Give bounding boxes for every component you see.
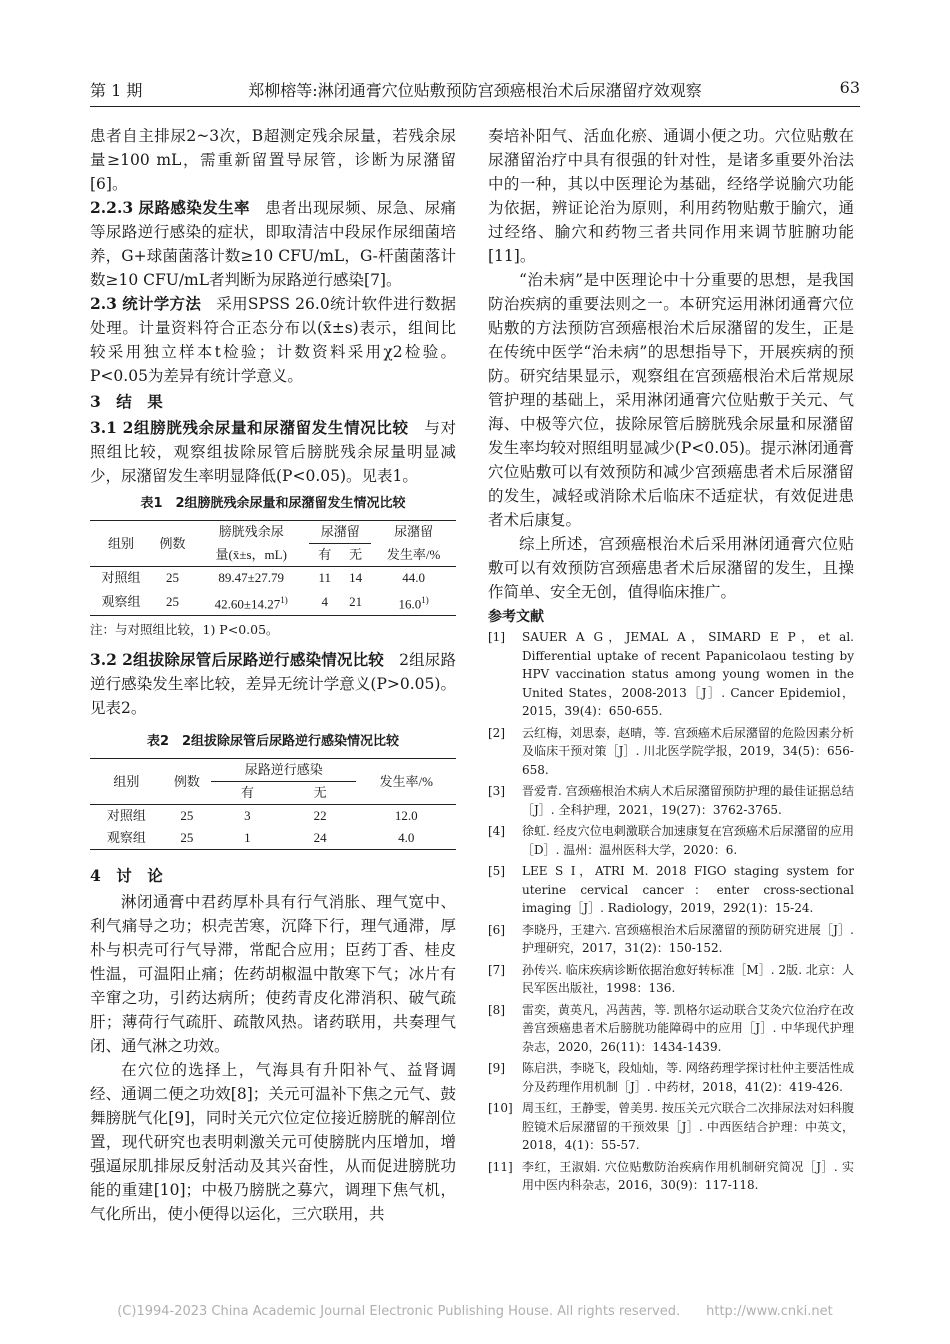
section-number: 3.1 <box>90 418 117 437</box>
cell-rate: 44.0 <box>371 567 456 590</box>
cell-yes: 4 <box>309 589 340 616</box>
section-heading: 2组拔除尿管后尿路逆行感染情况比较 <box>122 650 384 670</box>
section-text: 患者出现尿频、尿急、尿痛等尿路逆行感染的症状，即取清洁中段尿作尿细菌培养，G+球菌菌落计数≥10 CFU/mL，G-杆菌菌落计数≥10 CFU/mL者判断为尿路逆行感染[7]。 <box>90 199 456 289</box>
reference-item <box>488 822 854 859</box>
section-number: 3.2 <box>90 650 117 670</box>
cell-cases: 25 <box>152 589 193 616</box>
reference-text: LEE S I，ATRI M. 2018 FIGO staging system for uterine cervical cancer：enter cross-sectional imaging［J］. Radiology，2019，292(1)：15-24. <box>522 864 854 915</box>
col-rate: 尿潴留 <box>371 521 456 544</box>
section-3-heading: 3 结 果 <box>90 392 163 411</box>
reference-number: [1] <box>488 630 505 644</box>
col-rate-unit: 发生率/% <box>386 546 441 562</box>
cell-no: 24 <box>284 827 357 850</box>
reference-number: [10] <box>488 1101 513 1115</box>
left-column <box>90 124 456 1226</box>
cell-group: 观察组 <box>90 589 152 616</box>
reference-item <box>488 628 854 721</box>
reference-item <box>488 921 854 958</box>
cell-sup: 1) <box>280 595 288 605</box>
table-2 <box>90 758 456 850</box>
section-text: 与对照组比较，观察组拔除尿管后膀胱残余尿量明显减少，尿潴留发生率明显降低(P<0.05)。见表1。 <box>90 419 456 485</box>
cell-residual <box>193 589 309 616</box>
section-2-3 <box>90 292 456 388</box>
cell-rate: 12.0 <box>356 805 456 828</box>
cell-residual: 89.47±27.79 <box>193 567 309 590</box>
cell-rate: 4.0 <box>356 827 456 850</box>
right-column <box>488 124 854 1198</box>
section-4-heading: 4 讨 论 <box>90 866 163 886</box>
reference-item <box>488 1059 854 1096</box>
cell-value: 16.0 <box>398 596 422 612</box>
cell-no: 22 <box>284 805 357 828</box>
reference-text: 晋爱青. 宫颈癌根治术病人术后尿潴留预防护理的最佳证据总结［J］. 全科护理，2021，19(27)：3762-3765. <box>522 784 854 817</box>
cell-rate <box>371 589 456 616</box>
col-cases: 例数 <box>163 759 211 805</box>
reference-text: 徐虹. 经皮穴位电刺激联合加速康复在宫颈癌术后尿潴留的应用［D］. 温州：温州医科大学，2020：6. <box>522 824 854 857</box>
col-group: 组别 <box>90 521 152 567</box>
reference-number: [11] <box>488 1159 513 1174</box>
reference-item <box>488 961 854 998</box>
cell-group: 对照组 <box>90 805 163 828</box>
col-yes: 有 <box>240 785 254 801</box>
cell-yes: 3 <box>211 805 284 828</box>
reference-item <box>488 1001 854 1057</box>
section-heading: 2组膀胱残余尿量和尿潴留发生情况比较 <box>122 418 409 437</box>
reference-number: [8] <box>488 1002 505 1017</box>
reference-text: 李晓丹，王建六. 宫颈癌根治术后尿潴留的预防研究进展［J］. 护理研究，2017，31(2)：150-152. <box>522 922 854 955</box>
col-retention: 尿潴留 <box>309 521 371 544</box>
col-rate: 发生率/% <box>356 759 456 805</box>
discussion-paragraph: 在穴位的选择上，气海具有升阳补气、益肾调经、通调二便之功效[8]；关元可温补下焦之元气、鼓舞膀胱气化[9]，同时关元穴位定位接近膀胱的解剖位置，现代研究也表明刺激关元可使膀胱内压增加，增强逼尿肌排尿反射活动及其兴奋性，从而促进膀胱功能的重建[10]；中极乃膀胱之募穴，调理下焦气机，气化所出，使小便得以运化，三穴联用，共 <box>90 1061 456 1224</box>
col-group: 组别 <box>90 759 163 805</box>
reference-text: SAUER A G，JEMAL A，SIMARD E P，et al. Differential uptake of recent Papanicolaou testing by HPV vaccination status among young women in the United States，2008-2013［J］. Cancer Epidemiol，2015，39(4)：650-655. <box>522 630 854 718</box>
col-yes: 有 <box>318 547 332 562</box>
table-row <box>90 567 456 590</box>
cell-no: 21 <box>340 589 371 616</box>
reference-text: 雷奕，黄英凡，冯茜茜，等. 凯格尔运动联合艾灸穴位治疗在改善宫颈癌患者术后膀胱功能障碍中的应用［J］. 中华现代护理杂志，2020，26(11)：1434-1439. <box>522 1002 854 1054</box>
issue-number: 第 1 期 <box>90 81 143 100</box>
col-residual-unit: 量(x̄±s，mL) <box>215 546 287 562</box>
cell-group: 观察组 <box>90 827 163 850</box>
reference-number: [2] <box>488 725 505 740</box>
col-no: 无 <box>349 547 363 562</box>
cell-group: 对照组 <box>90 567 152 590</box>
reference-number: [6] <box>488 922 505 937</box>
reference-text: 李红，王淑娟. 穴位贴敷防治疾病作用机制研究简况［J］. 实用中医内科杂志，2016，30(9)：117-118. <box>522 1159 854 1192</box>
reference-number: [9] <box>488 1061 505 1075</box>
section-text: 2组尿路逆行感染发生率比较，差异无统计学意义(P>0.05)。见表2。 <box>90 651 456 718</box>
discussion-paragraph-continued: 奏培补阳气、活血化瘀、通调小便之功。穴位贴敷在尿潴留治疗中具有很强的针对性，是诸多重要外治法中的一种，其以中医理论为基础，经络学说腧穴功能为依据，辨证论治为原则，利用药物贴敷于腧穴，通过经络、腧穴和药物三者共同作用来调节脏腑功能[11]。 <box>488 127 854 265</box>
reference-text: 周玉红，王静雯，曾美男. 按压关元穴联合二次排尿法对妇科腹腔镜术后尿潴留的干预效果［J］. 中西医结合护理：中英文，2018，4(1)：55-57. <box>522 1101 854 1152</box>
page-number: 63 <box>839 78 860 97</box>
section-number: 2.3 <box>90 294 117 313</box>
col-no: 无 <box>313 785 327 801</box>
reference-item <box>488 724 854 780</box>
reference-item <box>488 862 854 918</box>
table-2-title: 表2 2组拔除尿管后尿路逆行感染情况比较 <box>146 734 400 750</box>
cell-no: 14 <box>340 567 371 590</box>
table-row <box>90 589 456 616</box>
reference-text: 陈启洪，李晓飞，段灿灿，等. 网络药理学探讨杜仲主要活性成分及药理作用机制［J］. 中药材，2018，41(2)：419-426. <box>522 1061 854 1094</box>
cell-cases: 25 <box>152 567 193 590</box>
section-number: 2.2.3 <box>90 198 134 217</box>
cell-value: 42.60±14.27 <box>214 596 281 612</box>
references-list <box>488 628 854 1195</box>
page-header <box>90 70 860 107</box>
reference-item <box>488 782 854 819</box>
col-residual: 膀胱残余尿 <box>193 521 309 544</box>
discussion-paragraph: 淋闭通膏中君药厚朴具有行气消胀、理气宽中、利气痛导之功；枳壳苦寒，沉降下行，理气通滞，厚朴与枳壳可行气导滞，常配合应用；臣药丁香、桂皮性温，可温阳止痛；佐药胡椒温中散寒下气；冰片有辛窜之功，引药达病所；使药青皮化滞消积、破气疏肝；薄荷行气疏肝、疏散风热。诸药联用，共奏理气闭、通气淋之功效。 <box>90 893 456 1056</box>
running-title: 郑柳榕等:淋闭通膏穴位贴敷预防宫颈癌根治术后尿潴留疗效观察 <box>248 81 702 100</box>
col-infection: 尿路逆行感染 <box>211 759 356 782</box>
section-3-1 <box>90 416 456 488</box>
reference-number: [7] <box>488 962 505 977</box>
table-1-note: 注：与对照组比较，1) P<0.05。 <box>90 622 279 638</box>
cell-yes: 1 <box>211 827 284 850</box>
copyright-footer: (C)1994-2023 China Academic Journal Electronic Publishing House. All rights reserved. http://www.cnki.net <box>117 1304 833 1319</box>
reference-text: 云红梅，刘思泰，赵晴，等. 宫颈癌术后尿潴留的危险因素分析及临床干预对策［J］. 川北医学院学报，2019，34(5)：656-658. <box>522 725 854 777</box>
conclusion-paragraph: 综上所述，宫颈癌根治术后采用淋闭通膏穴位贴敷可以有效预防宫颈癌患者术后尿潴留的发生，且操作简单、安全无创，值得临床推广。 <box>488 535 854 601</box>
reference-number: [4] <box>488 824 505 838</box>
table-row <box>90 805 456 828</box>
reference-item <box>488 1158 854 1195</box>
section-text: 采用SPSS 26.0统计软件进行数据处理。计量资料符合正态分布以(x̄±s)表示，组间比较采用独立样本t检验；计数资料采用χ2检验。P<0.05为差异有统计学意义。 <box>90 295 456 385</box>
table-1 <box>90 520 456 616</box>
paragraph-continued: 患者自主排尿2~3次，B超测定残余尿量，若残余尿量≥100 mL，需重新留置导尿管，诊断为尿潴留[6]。 <box>90 127 456 193</box>
section-heading: 统计学方法 <box>122 294 202 313</box>
reference-item <box>488 1099 854 1155</box>
cell-cases: 25 <box>163 827 211 850</box>
section-3-2 <box>90 648 456 720</box>
section-heading: 尿路感染发生率 <box>138 198 250 217</box>
cell-yes: 11 <box>309 567 340 590</box>
cell-sup: 1) <box>421 595 429 605</box>
reference-number: [5] <box>488 864 505 878</box>
references-title: 参考文献 <box>488 609 544 625</box>
table-row <box>90 827 456 850</box>
col-cases: 例数 <box>152 521 193 567</box>
section-2-2-3 <box>90 196 456 292</box>
table-1-title: 表1 2组膀胱残余尿量和尿潴留发生情况比较 <box>140 496 406 511</box>
cell-cases: 25 <box>163 805 211 828</box>
discussion-paragraph: “治未病”是中医理论中十分重要的思想，是我国防治疾病的重要法则之一。本研究运用淋闭通膏穴位贴敷的方法预防宫颈癌根治术后尿潴留的发生，正是在传统中医学“治未病”的思想指导下，开展疾病的预防。研究结果显示，观察组在宫颈癌根治术后常规尿管护理的基础上，采用淋闭通膏穴位贴敷于关元、气海、中极等穴位，拔除尿管后膀胱残余尿量和尿潴留发生率均较对照组明显减少(P<0.05)。提示淋闭通膏穴位贴敷可以有效预防和减少宫颈癌患者术后尿潴留的发生，减轻或消除术后临床不适症状，有效促进患者术后康复。 <box>488 271 854 529</box>
reference-text: 孙传兴. 临床疾病诊断依据治愈好转标准［M］. 2版. 北京：人民军医出版社，1998：136. <box>522 962 854 995</box>
reference-number: [3] <box>488 784 505 798</box>
